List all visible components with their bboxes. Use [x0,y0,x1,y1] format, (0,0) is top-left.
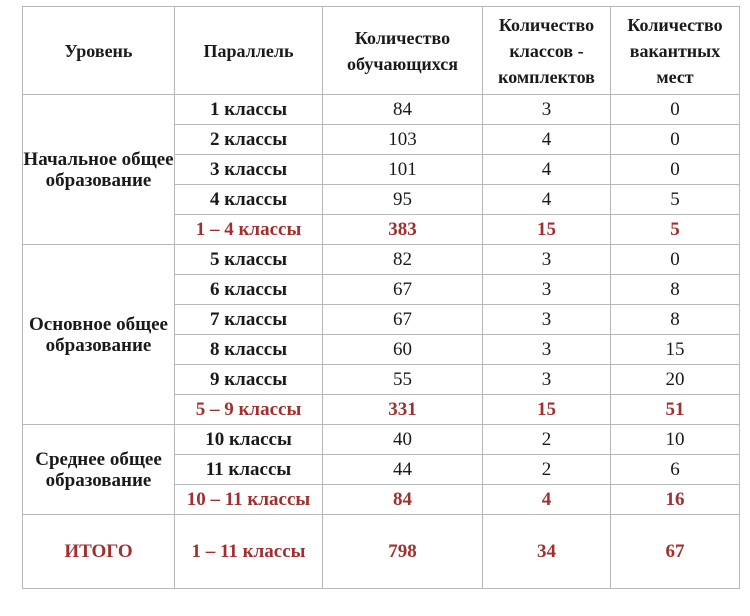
students-cell: 103 [323,125,483,155]
students-cell: 40 [323,425,483,455]
parallel-cell: 10 классы [175,425,323,455]
classes-cell: 3 [483,335,611,365]
level-basic: Основное общее образование [23,245,175,425]
students-cell: 82 [323,245,483,275]
classes-cell: 4 [483,125,611,155]
vacancies-cell: 10 [611,425,740,455]
classes-cell: 15 [483,215,611,245]
classes-cell: 3 [483,365,611,395]
classes-cell: 2 [483,425,611,455]
level-secondary: Среднее общее образование [23,425,175,515]
students-cell: 60 [323,335,483,365]
students-cell: 44 [323,455,483,485]
vacancies-cell: 6 [611,455,740,485]
level-primary: Начальное общее образование [23,95,175,245]
vacancies-cell: 5 [611,185,740,215]
students-cell: 95 [323,185,483,215]
classes-cell: 4 [483,155,611,185]
vacancies-cell: 0 [611,245,740,275]
table-row [23,245,740,275]
students-cell: 383 [323,215,483,245]
total-parallel: 1 – 11 классы [175,515,323,589]
parallel-cell: 11 классы [175,455,323,485]
total-label: ИТОГО [23,515,175,589]
vacancies-cell: 5 [611,215,740,245]
vacancies-cell: 51 [611,395,740,425]
parallel-cell: 6 классы [175,275,323,305]
enrollment-table [22,6,740,589]
vacancies-cell: 15 [611,335,740,365]
vacancies-cell: 8 [611,275,740,305]
students-cell: 55 [323,365,483,395]
classes-cell: 3 [483,305,611,335]
classes-cell: 4 [483,185,611,215]
parallel-cell: 9 классы [175,365,323,395]
students-cell: 84 [323,95,483,125]
classes-cell: 2 [483,455,611,485]
classes-cell: 15 [483,395,611,425]
parallel-cell: 7 классы [175,305,323,335]
table-row [23,425,740,455]
total-students: 798 [323,515,483,589]
students-cell: 84 [323,485,483,515]
vacancies-cell: 16 [611,485,740,515]
vacancies-cell: 0 [611,155,740,185]
parallel-cell: 1 классы [175,95,323,125]
parallel-cell: 1 – 4 классы [175,215,323,245]
vacancies-cell: 8 [611,305,740,335]
total-row [23,515,740,589]
header-students: Количество обучающихся [323,7,483,95]
classes-cell: 3 [483,275,611,305]
classes-cell: 3 [483,245,611,275]
classes-cell: 3 [483,95,611,125]
parallel-cell: 4 классы [175,185,323,215]
header-classes: Количество классов - комплектов [483,7,611,95]
classes-cell: 4 [483,485,611,515]
header-parallel: Параллель [175,7,323,95]
students-cell: 67 [323,275,483,305]
parallel-cell: 3 классы [175,155,323,185]
parallel-cell: 10 – 11 классы [175,485,323,515]
header-row [23,7,740,95]
students-cell: 67 [323,305,483,335]
vacancies-cell: 0 [611,125,740,155]
parallel-cell: 2 классы [175,125,323,155]
total-vacancies: 67 [611,515,740,589]
table-row [23,95,740,125]
header-level: Уровень [23,7,175,95]
vacancies-cell: 0 [611,95,740,125]
parallel-cell: 8 классы [175,335,323,365]
vacancies-cell: 20 [611,365,740,395]
total-classes: 34 [483,515,611,589]
header-vacancies: Количество вакантных мест [611,7,740,95]
students-cell: 331 [323,395,483,425]
parallel-cell: 5 классы [175,245,323,275]
parallel-cell: 5 – 9 классы [175,395,323,425]
students-cell: 101 [323,155,483,185]
